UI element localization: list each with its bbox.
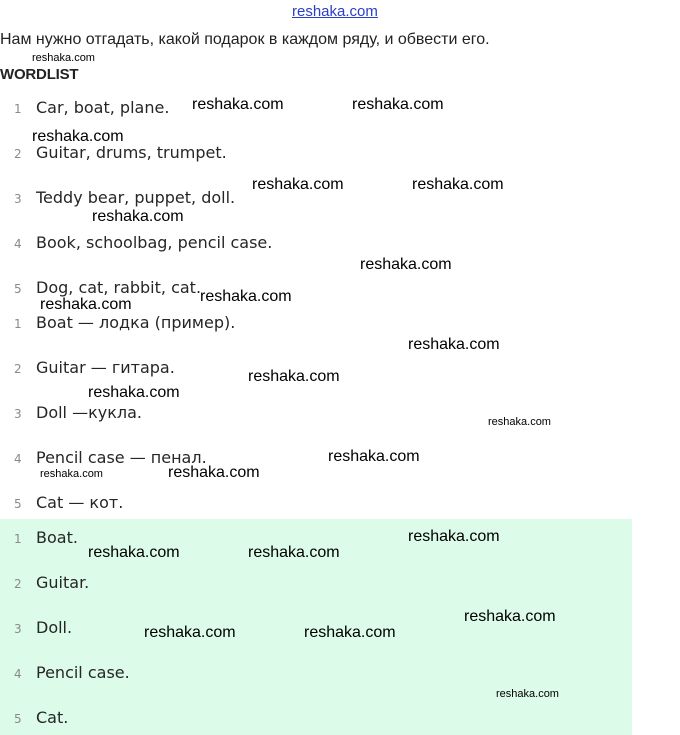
- answer-item: [14, 616, 72, 640]
- watermark: reshaka.com: [412, 176, 504, 193]
- watermark: reshaka.com: [92, 208, 184, 225]
- list-item: [14, 311, 235, 335]
- watermark: reshaka.com: [252, 176, 344, 193]
- list-item: [14, 186, 235, 210]
- item-number: 2: [14, 577, 22, 591]
- item-text: Cat — кот.: [36, 493, 124, 512]
- watermark: reshaka.com: [408, 528, 500, 545]
- item-text: Cat.: [36, 708, 69, 727]
- watermark: reshaka.com: [192, 96, 284, 113]
- answer-item: [14, 571, 89, 595]
- watermark: reshaka.com: [40, 468, 103, 480]
- item-text: Guitar — гитара.: [36, 358, 175, 377]
- item-text: Doll.: [36, 618, 73, 637]
- watermark: reshaka.com: [360, 256, 452, 273]
- watermark: reshaka.com: [488, 416, 551, 428]
- item-text: Teddy bear, puppet, doll.: [36, 188, 236, 207]
- item-number: 5: [14, 282, 22, 296]
- watermark: reshaka.com: [32, 128, 124, 145]
- item-text: Guitar.: [36, 573, 90, 592]
- watermark: reshaka.com: [200, 288, 292, 305]
- item-text: Car, boat, plane.: [36, 98, 170, 117]
- watermark: reshaka.com: [328, 448, 420, 465]
- item-text: Pencil case — пенал.: [36, 448, 207, 467]
- watermark: reshaka.com: [144, 624, 236, 641]
- item-number: 3: [14, 622, 22, 636]
- watermark: reshaka.com: [464, 608, 556, 625]
- watermark: reshaka.com: [408, 336, 500, 353]
- item-number: 1: [14, 317, 22, 331]
- item-text: Doll —кукла.: [36, 403, 142, 422]
- list-item: [14, 356, 175, 380]
- item-number: 2: [14, 147, 22, 161]
- watermark: reshaka.com: [352, 96, 444, 113]
- list-item: [14, 491, 123, 515]
- site-link[interactable]: reshaka.com: [292, 3, 378, 20]
- item-text: Guitar, drums, trumpet.: [36, 143, 227, 162]
- item-text: Boat — лодка (пример).: [36, 313, 236, 332]
- item-number: 5: [14, 712, 22, 726]
- item-number: 3: [14, 407, 22, 421]
- watermark: reshaka.com: [248, 368, 340, 385]
- item-number: 5: [14, 497, 22, 511]
- item-number: 1: [14, 532, 22, 546]
- watermark: reshaka.com: [88, 544, 180, 561]
- wordlist-heading: WORDLIST: [0, 66, 79, 83]
- watermark: reshaka.com: [168, 464, 260, 481]
- item-text: Pencil case.: [36, 663, 130, 682]
- watermark: reshaka.com: [304, 624, 396, 641]
- watermark: reshaka.com: [88, 384, 180, 401]
- item-text: Boat.: [36, 528, 78, 547]
- list-item: [14, 401, 142, 425]
- answer-item: [14, 526, 78, 550]
- watermark: reshaka.com: [496, 688, 559, 700]
- item-text: Book, schoolbag, pencil case.: [36, 233, 273, 252]
- task-instruction: Нам нужно отгадать, какой подарок в каждом ряду, и обвести его.: [0, 31, 490, 48]
- list-item: [14, 231, 272, 255]
- watermark: reshaka.com: [32, 52, 95, 64]
- list-item: [14, 96, 169, 120]
- item-number: 4: [14, 452, 22, 466]
- item-number: 2: [14, 362, 22, 376]
- item-text: Dog, cat, rabbit, cat.: [36, 278, 202, 297]
- watermark: reshaka.com: [248, 544, 340, 561]
- item-number: 4: [14, 237, 22, 251]
- item-number: 4: [14, 667, 22, 681]
- item-number: 1: [14, 102, 22, 116]
- item-number: 3: [14, 192, 22, 206]
- answer-item: [14, 706, 68, 730]
- answer-item: [14, 661, 130, 685]
- watermark: reshaka.com: [40, 296, 132, 313]
